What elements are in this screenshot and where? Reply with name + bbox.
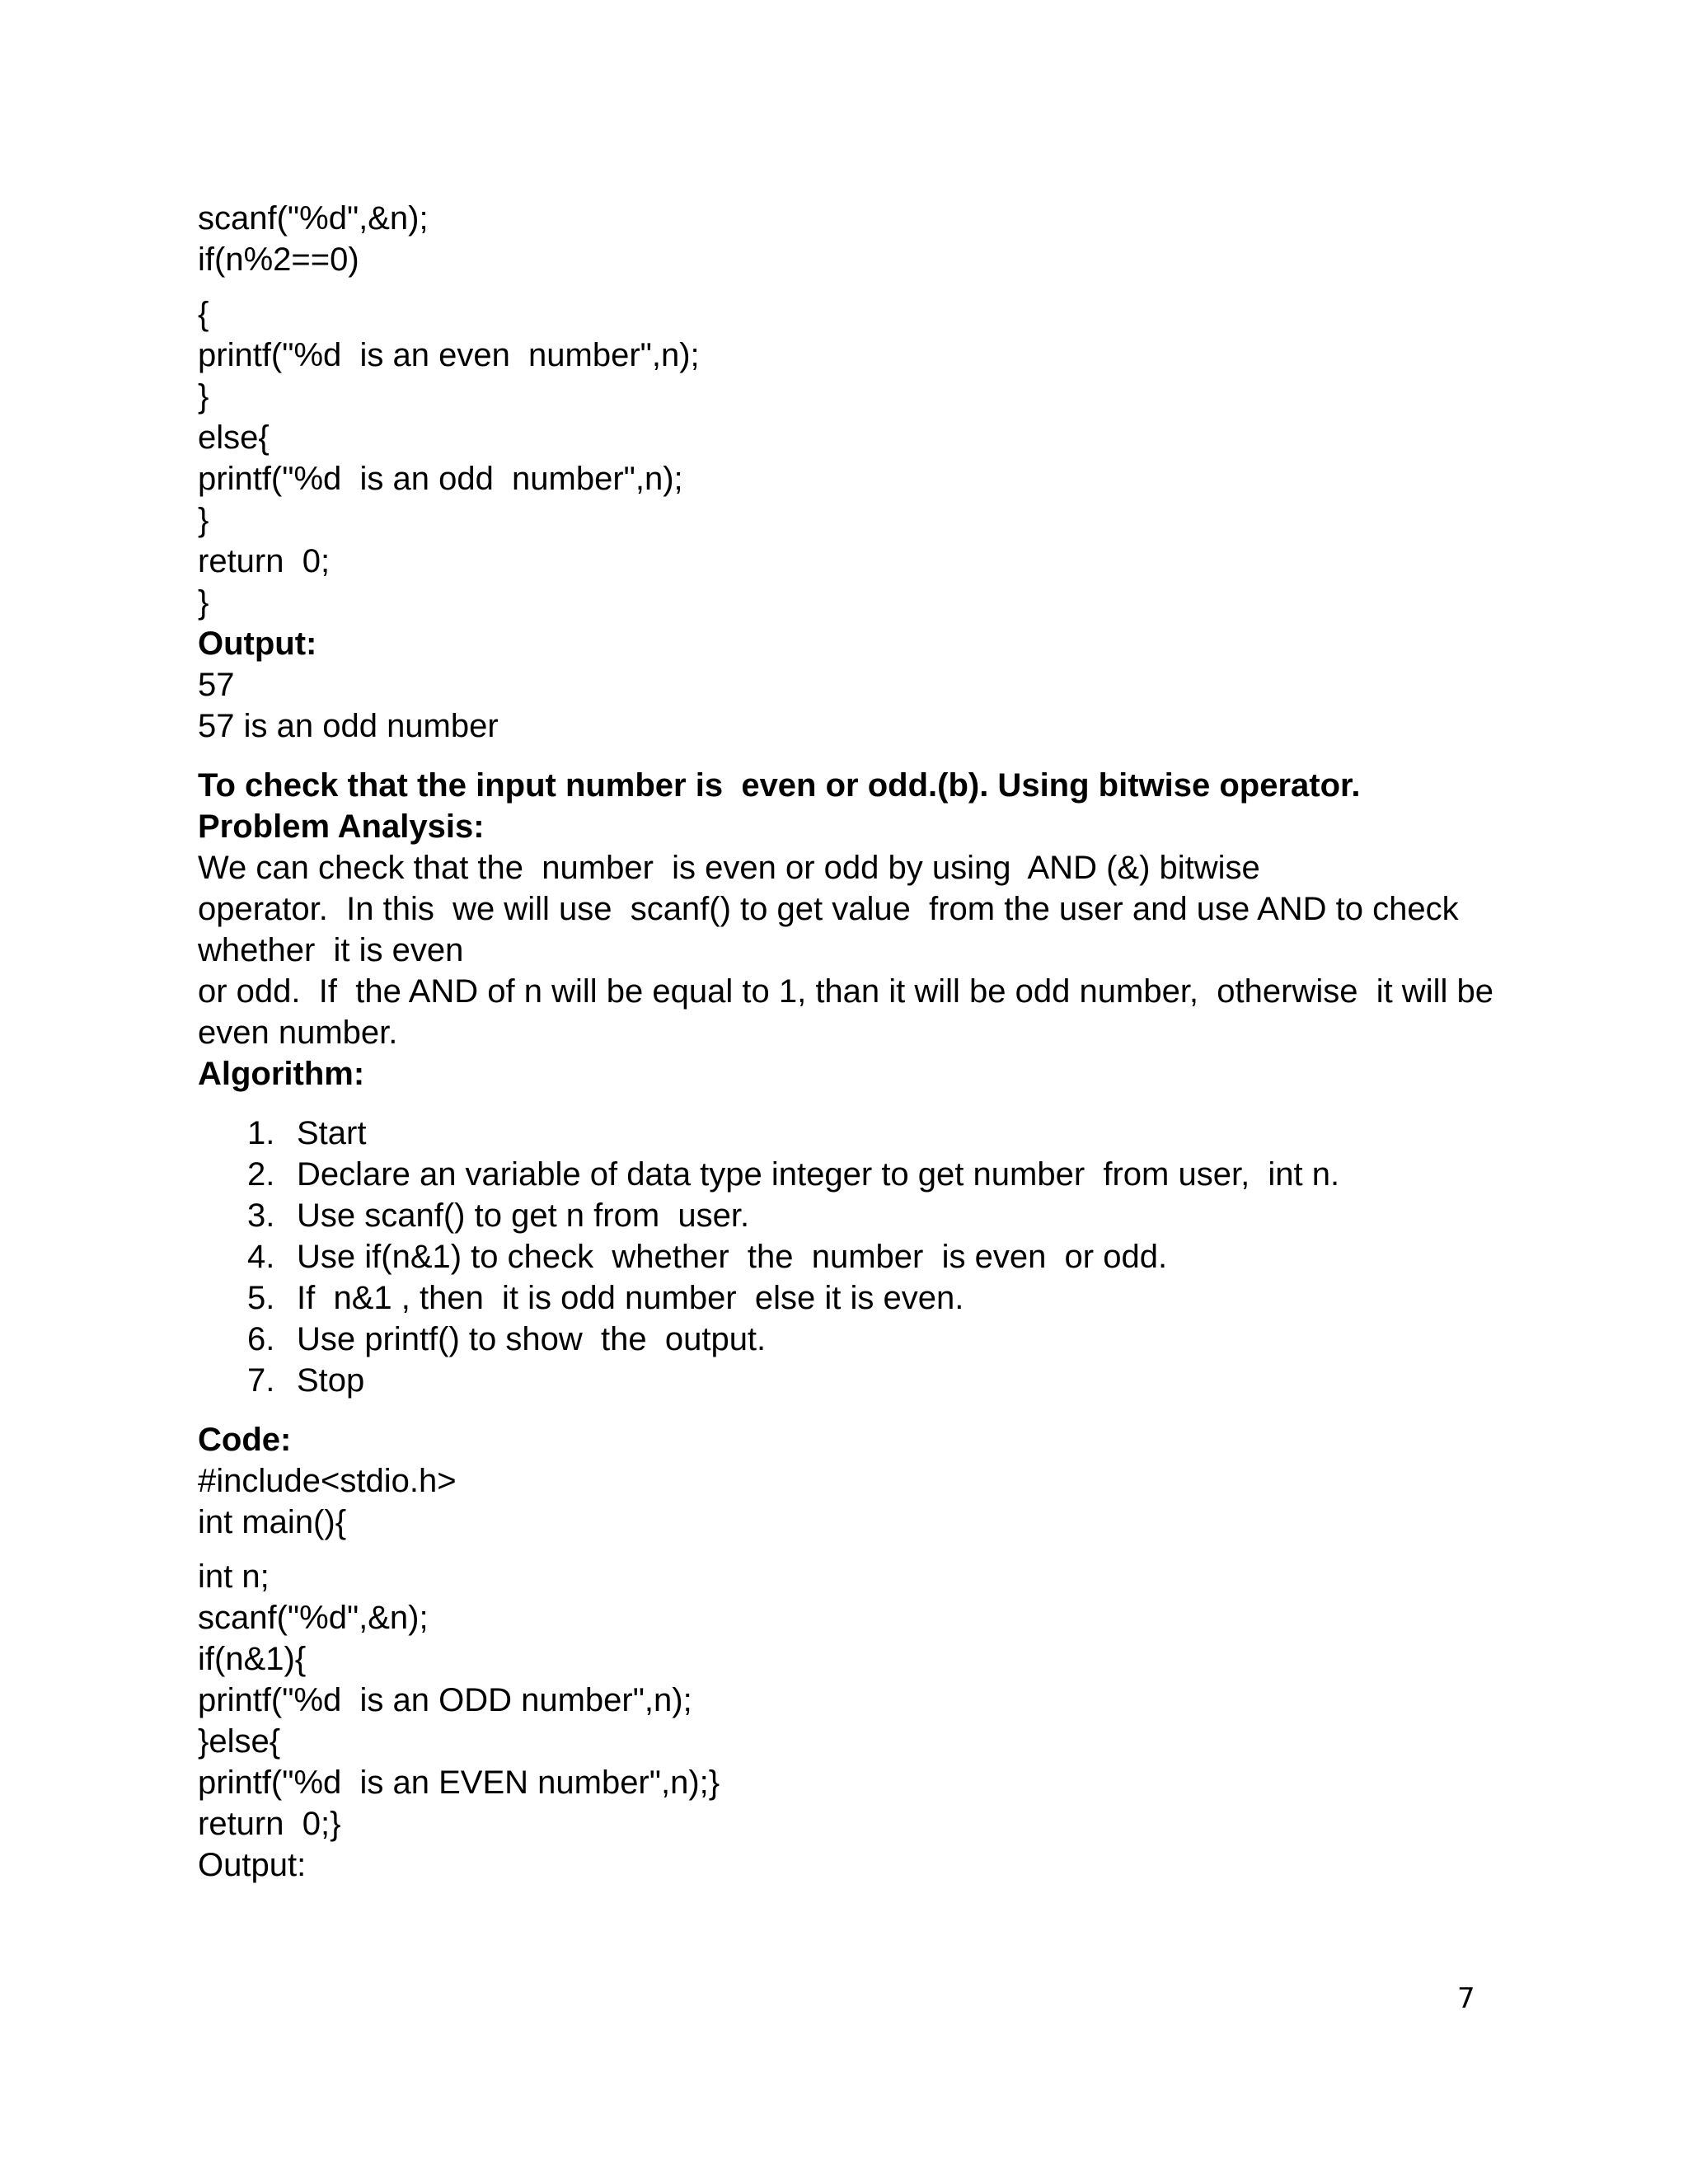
section-title: To check that the input number is even or odd.(b). Using bitwise operator.: [198, 767, 1361, 804]
code-snippet-block: [198, 293, 1492, 623]
code-line: printf("%d is an ODD number",n);: [198, 1682, 692, 1718]
algorithm-step: [247, 1319, 1492, 1360]
code-line: scanf("%d",&n);: [198, 1600, 429, 1636]
code-body: [198, 1556, 1492, 1886]
algorithm-step: [247, 1277, 1492, 1319]
step-number: 5.: [247, 1280, 275, 1316]
algorithm-step: [247, 1236, 1492, 1277]
step-text: Stop: [297, 1362, 365, 1399]
code-line: }: [198, 502, 209, 538]
code-line: int main(){: [198, 1504, 347, 1540]
analysis-line: or odd. If the AND of n will be equal to 1, than it will be odd number, otherwise it will be: [198, 973, 1493, 1010]
algorithm-step: [247, 1113, 1492, 1154]
step-number: 1.: [247, 1115, 275, 1151]
algorithm-step: [247, 1154, 1492, 1195]
code-line: #include<stdio.h>: [198, 1463, 457, 1499]
analysis-line: We can check that the number is even or odd by using AND (&) bitwise: [198, 850, 1260, 886]
code-line: int n;: [198, 1558, 270, 1595]
output-line: 57 is an odd number: [198, 708, 499, 744]
algorithm-heading: Algorithm:: [198, 1056, 365, 1092]
code-line: }: [198, 378, 209, 415]
output-line: 57: [198, 667, 235, 703]
code-line: if(n%2==0): [198, 241, 359, 278]
analysis-paragraph: [198, 847, 1492, 1053]
step-text: Use if(n&1) to check whether the number is even or odd.: [297, 1239, 1168, 1275]
page-number: 7: [1457, 1982, 1475, 2015]
step-text: Start: [297, 1115, 367, 1151]
code-line: printf("%d is an odd number",n);: [198, 461, 683, 497]
code-heading: Code:: [198, 1422, 292, 1458]
step-text: Declare an variable of data type integer to get number from user, int n.: [297, 1156, 1340, 1193]
step-number: 3.: [247, 1197, 275, 1234]
code-line: else{: [198, 419, 270, 456]
step-text: Use printf() to show the output.: [297, 1321, 767, 1357]
code-header: [198, 1460, 1492, 1543]
code-line: if(n&1){: [198, 1641, 307, 1677]
code-line: return 0;: [198, 543, 331, 579]
step-number: 4.: [247, 1239, 275, 1275]
code-line: }else{: [198, 1723, 281, 1760]
algorithm-step: [247, 1360, 1492, 1401]
algorithm-list: [198, 1113, 1492, 1401]
code-line: scanf("%d",&n);: [198, 200, 429, 237]
page-content: [198, 198, 1492, 1886]
code-line: return 0;}: [198, 1806, 341, 1842]
output-block: [198, 664, 1492, 747]
analysis-line: even number.: [198, 1015, 398, 1051]
algorithm-step: [247, 1195, 1492, 1236]
code-line: Output:: [198, 1847, 307, 1883]
code-line: printf("%d is an even number",n);: [198, 337, 700, 373]
step-number: 7.: [247, 1362, 275, 1399]
code-line: {: [198, 296, 209, 332]
step-text: If n&1 , then it is odd number else it is even.: [297, 1280, 964, 1316]
analysis-heading: Problem Analysis:: [198, 808, 485, 845]
step-number: 6.: [247, 1321, 275, 1357]
analysis-line: whether it is even: [198, 932, 464, 968]
code-snippet-top: [198, 198, 1492, 280]
step-number: 2.: [247, 1156, 275, 1193]
analysis-line: operator. In this we will use scanf() to get value from the user and use AND to check: [198, 891, 1459, 927]
output-heading: Output:: [198, 626, 317, 662]
code-line: printf("%d is an EVEN number",n);}: [198, 1765, 720, 1801]
step-text: Use scanf() to get n from user.: [297, 1197, 750, 1234]
code-line: }: [198, 584, 209, 621]
